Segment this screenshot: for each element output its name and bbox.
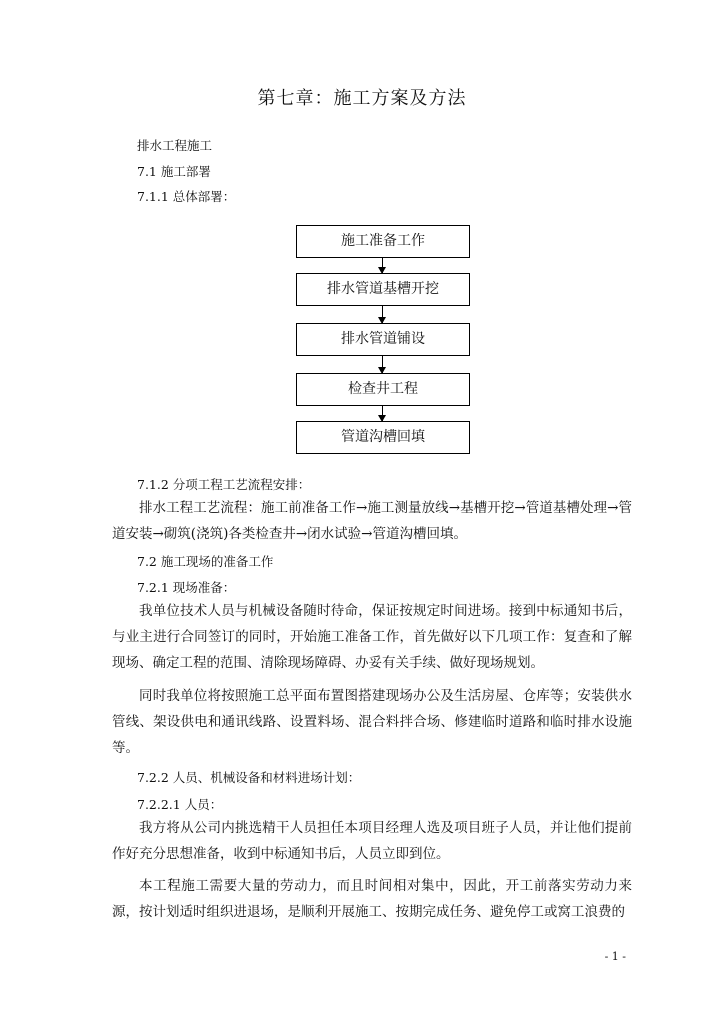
section-7-1-1-heading: 7.1.1 总体部署：: [137, 189, 236, 204]
page-number: - 1 -: [604, 950, 626, 963]
flowchart-step: 排水管道基槽开挖: [296, 273, 470, 306]
process-paragraph: 排水工程工艺流程：施工前准备工作→施工测量放线→基槽开挖→管道基槽处理→管道安装→砌筑(浇筑)各类检查井→闭水试验→管道沟槽回填。: [112, 500, 632, 542]
flowchart-step: 管道沟槽回填: [296, 421, 470, 454]
flow-arrow: [382, 305, 383, 323]
flow-arrow: [382, 355, 383, 373]
section-7-2-2-1-heading: 7.2.2.1 人员：: [137, 797, 223, 812]
staff-paragraph-2: 本工程施工需要大量的劳动力，而且时间相对集中，因此，开工前落实劳动力来源，按计划适时组织进退场，是顺利开展施工、按期完成任务、避免停工或窝工浪费的: [112, 878, 632, 920]
flow-arrow: [382, 257, 383, 273]
section-7-2-1-heading: 7.2.1 现场准备：: [137, 580, 236, 595]
section-7-1-2-heading: 7.1.2 分项工程工艺流程安排：: [137, 477, 311, 492]
flowchart-step: 排水管道铺设: [296, 323, 470, 356]
flow-arrow: [382, 405, 383, 421]
section-7-2-2-heading: 7.2.2 人员、机械设备和材料进场计划：: [137, 770, 361, 785]
flowchart-step: 检查井工程: [296, 373, 470, 406]
site-prep-paragraph-2: 同时我单位将按照施工总平面布置图搭建现场办公及生活房屋、仓库等；安装供水管线、架设供电和通讯线路、设置料场、混合料拌合场、修建临时道路和临时排水设施等。: [112, 688, 632, 756]
section-7-2-heading: 7.2 施工现场的准备工作: [137, 554, 274, 569]
chapter-title: 第七章：施工方案及方法: [257, 88, 467, 109]
site-prep-paragraph-1: 我单位技术人员与机械设备随时待命，保证按规定时间进场。接到中标通知书后，与业主进行合同签订的同时，开始施工准备工作，首先做好以下几项工作：复查和了解现场、确定工程的范围、清除现场障碍、办妥有关手续、做好现场规划。: [112, 603, 632, 671]
section-heading-drainage: 排水工程施工: [137, 138, 213, 153]
staff-paragraph-1: 我方将从公司内挑选精干人员担任本项目经理人选及项目班子人员，并让他们提前作好充分思想准备，收到中标通知书后，人员立即到位。: [112, 820, 632, 862]
section-7-1-heading: 7.1 施工部署: [137, 164, 211, 179]
flowchart-step: 施工准备工作: [296, 225, 470, 258]
